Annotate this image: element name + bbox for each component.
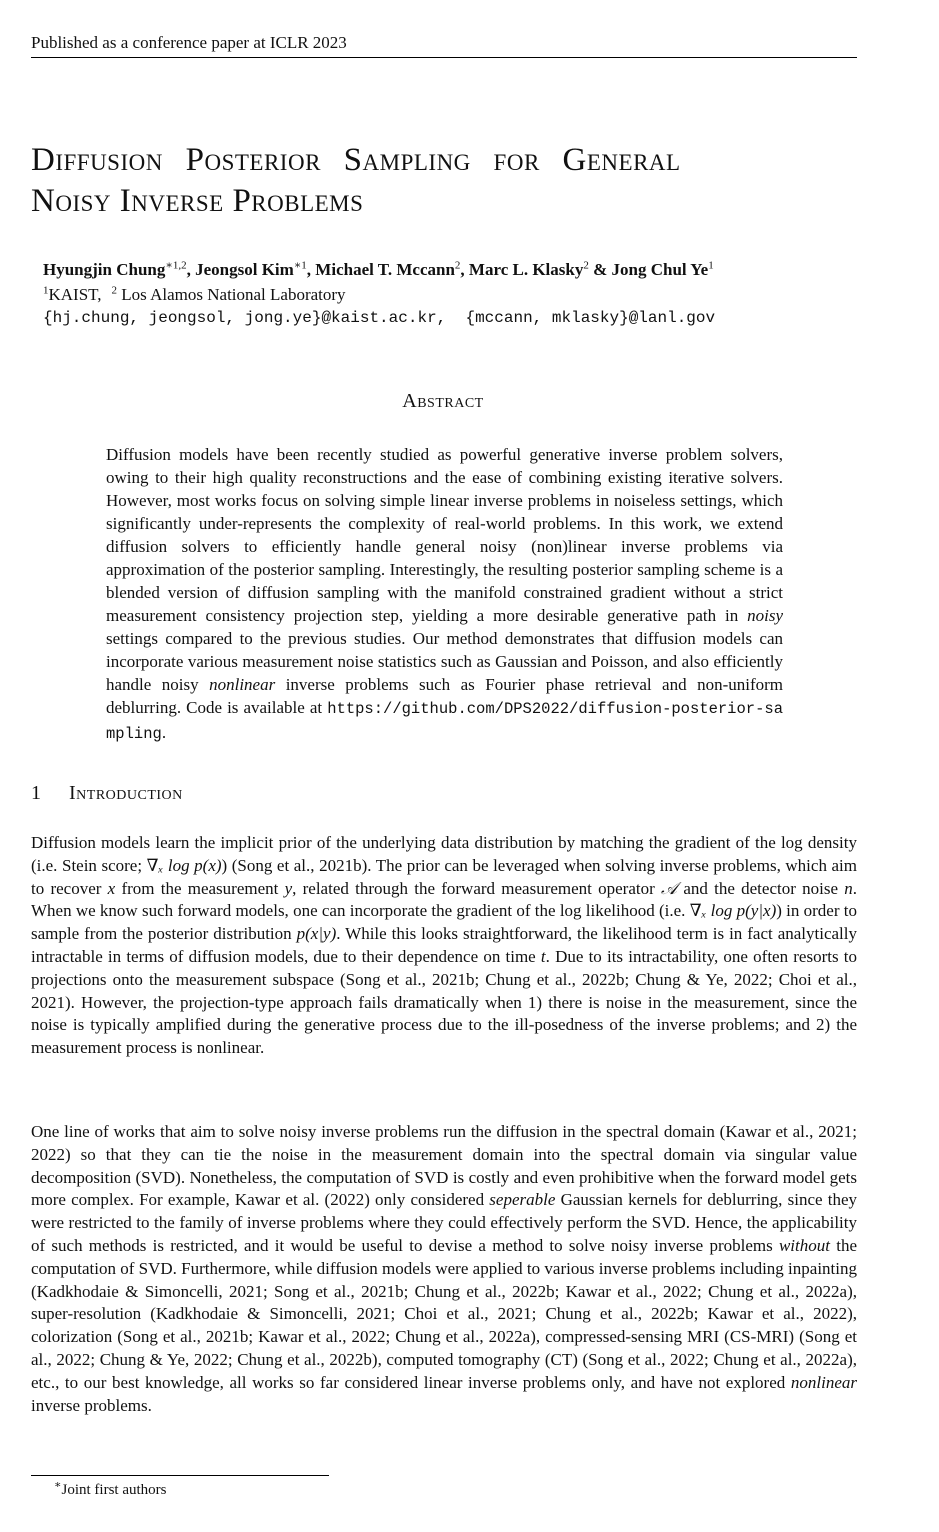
author-affiliation-mark: 2	[583, 259, 589, 272]
author-affiliation-mark: 1	[708, 259, 714, 272]
emphasis: nonlinear	[790, 1372, 857, 1392]
author-name: Michael T. Mccann	[315, 260, 455, 279]
author-name: Hyungjin Chung	[43, 260, 166, 279]
section-heading-introduction	[31, 780, 857, 806]
author-list	[43, 258, 903, 281]
math-expression: n	[844, 878, 853, 898]
math-expression: y	[284, 878, 293, 898]
math-expression: ∇ₓ log p(x)	[146, 855, 222, 875]
math-expression: t	[540, 946, 546, 966]
footnote-mark: ∗	[54, 1479, 62, 1491]
author-emails: {hj.chung, jeongsol, jong.ye}@kaist.ac.kr, {mccann, mklasky}@lanl.gov	[43, 309, 716, 327]
text-run: Diffusion models learn the implicit prior of the underlying data distribution by matching the gradient of the log density (i.e. Stein score;	[31, 833, 857, 875]
abstract-emphasis: nonlinear	[209, 675, 276, 694]
author-separator: ,	[306, 260, 316, 279]
text-run: Gaussian kernels for deblurring, since they were restricted to the family of inverse problems where they could effectively perform the SVD. Hence, the applicability of such methods is restricted, and it would be useful to devise a method to solve noisy inverse problems	[31, 1190, 857, 1255]
text-run: One line of works that aim to solve noisy inverse problems run the diffusion in the spectral domain (Kawar et al., 2021; 2022) so that they can tie the noise in the measurement domain into the spectral domain via singular value decomposition (SVD). Nonetheless, the computation of SVD is costly and even prohibitive when the forward model gets more complex. For example, Kawar et al. (2022) only considered	[31, 1122, 857, 1210]
running-head: Published as a conference paper at ICLR 2023	[31, 33, 347, 52]
text-run: . When we know such forward models, one can incorporate the gradient of the log likelihood (i.e.	[31, 878, 857, 921]
title-line-2: Noisy Inverse Problems	[31, 183, 364, 219]
abstract-text	[106, 443, 783, 746]
emphasis: without	[778, 1235, 830, 1255]
abstract-heading: Abstract	[402, 390, 484, 412]
section-number: 1	[31, 782, 42, 804]
text-run: the computation of SVD. Furthermore, while diffusion models were applied to various inverse problems including inpainting (Kadkhodaie & Simoncelli, 2021; Song et al., 2021b; Chung et al., 2022b; Kawar et al., 2022; Chung et al., 2022a), super-resolution (Kadkhodaie & Simoncelli, 2021; Choi et al., 2021; Chung et al., 2022b; Kawar et al., 2022), colorization (Song et al., 2021b; Kawar et al., 2022; Chung et al., 2022a), compressed-sensing MRI (CS-MRI) (Song et al., 2022; Chung & Ye, 2022; Chung et al., 2022b), computed tomography (CT) (Song et al., 2022; Chung et al., 2022a), etc., to our best knowledge, all works so far considered linear inverse problems only, and have not explored	[31, 1235, 857, 1392]
author-affiliation-mark: ∗1,2	[165, 259, 187, 272]
abstract-text-run: settings compared to the previous studies. Our method demonstrates that diffusion models can incorporate various measurement noise statistics such as Gaussian and Poisson, and also efficiently handle noisy	[106, 629, 783, 694]
text-run: . Due to its intractability, one often resorts to projections onto the measurement subspace (Song et al., 2021b; Chung et al., 2022b; Chung & Ye, 2022; Choi et al., 2021). However, the projection-type approach fails dramatically when 1) there is noise in the measurement, since the noise is typically amplified during the generative process due to the ill-posedness of the inverse problems; and 2) the measurement process is nonlinear.	[31, 946, 857, 1058]
author-separator: &	[588, 260, 612, 279]
footnote	[54, 1480, 654, 1500]
text-run: ) in order to sample from the posterior distribution	[31, 901, 857, 944]
title-line-1: Diffusion Posterior Sampling for General	[31, 142, 681, 178]
intro-paragraph-1	[31, 832, 857, 1060]
author-affiliation-mark: ∗1	[293, 259, 307, 272]
emphasis: seperable	[489, 1190, 556, 1210]
intro-paragraph-2	[31, 1121, 857, 1417]
affiliations	[43, 283, 903, 306]
code-url-link[interactable]: https://github.com/DPS2022/diffusion-posterior-sampling	[106, 700, 783, 743]
math-expression: p(x|y)	[296, 924, 337, 944]
section-title: Introduction	[69, 782, 183, 804]
affiliation-mark: 2	[111, 284, 118, 297]
abstract-text-run: .	[161, 723, 167, 742]
author-name: Marc L. Klasky	[468, 260, 584, 279]
text-run: . While this looks straightforward, the likelihood term is in fact analytically intractable in terms of diffusion models, due to their dependence on time	[31, 924, 858, 966]
header-rule	[31, 57, 857, 58]
abstract-emphasis: noisy	[747, 606, 783, 625]
author-affiliation-mark: 2	[454, 259, 461, 272]
text-run: ) (Song et al., 2021b). The prior can be leveraged when solving inverse problems, which aim to recover	[31, 855, 857, 898]
affiliation-mark: 1	[43, 284, 49, 297]
author-separator: ,	[460, 260, 469, 279]
author-separator: ,	[186, 260, 196, 279]
text-run: inverse problems.	[31, 1395, 152, 1415]
math-expression: ∇ₓ log p(y|x)	[689, 901, 777, 921]
text-run: , related through the forward measurement operator	[292, 878, 662, 898]
text-run: from the measurement	[115, 878, 285, 898]
abstract-text-run: inverse problems such as Fourier phase retrieval and non-uniform deblurring. Code is available at	[106, 675, 783, 717]
math-expression: x	[107, 878, 116, 898]
text-run: and the detector noise	[677, 878, 845, 898]
affiliation-name: Los Alamos National Laboratory	[121, 285, 346, 304]
footnote-text: Joint first authors	[61, 1482, 167, 1498]
paper-title	[31, 140, 871, 222]
author-name: Jeongsol Kim	[195, 260, 294, 279]
author-name: Jong Chul Ye	[611, 260, 709, 279]
abstract-text-run: Diffusion models have been recently studied as powerful generative inverse problem solvers, owing to their high quality reconstructions and the ease of combining existing iterative solvers. However, most works focus on solving simple linear inverse problems in noiseless settings, which significantly under-represents the complexity of real-world problems. In this work, we extend diffusion solvers to efficiently handle general noisy (non)linear inverse problems via approximation of the posterior sampling. Interestingly, the resulting posterior sampling scheme is a blended version of diffusion sampling with the manifold constrained gradient without a strict measurement consistency projection step, yielding a more desirable generative path in	[106, 445, 783, 625]
affiliation-name: KAIST,	[48, 285, 102, 304]
footnote-rule	[31, 1475, 329, 1476]
math-expression: 𝒜	[661, 878, 678, 898]
